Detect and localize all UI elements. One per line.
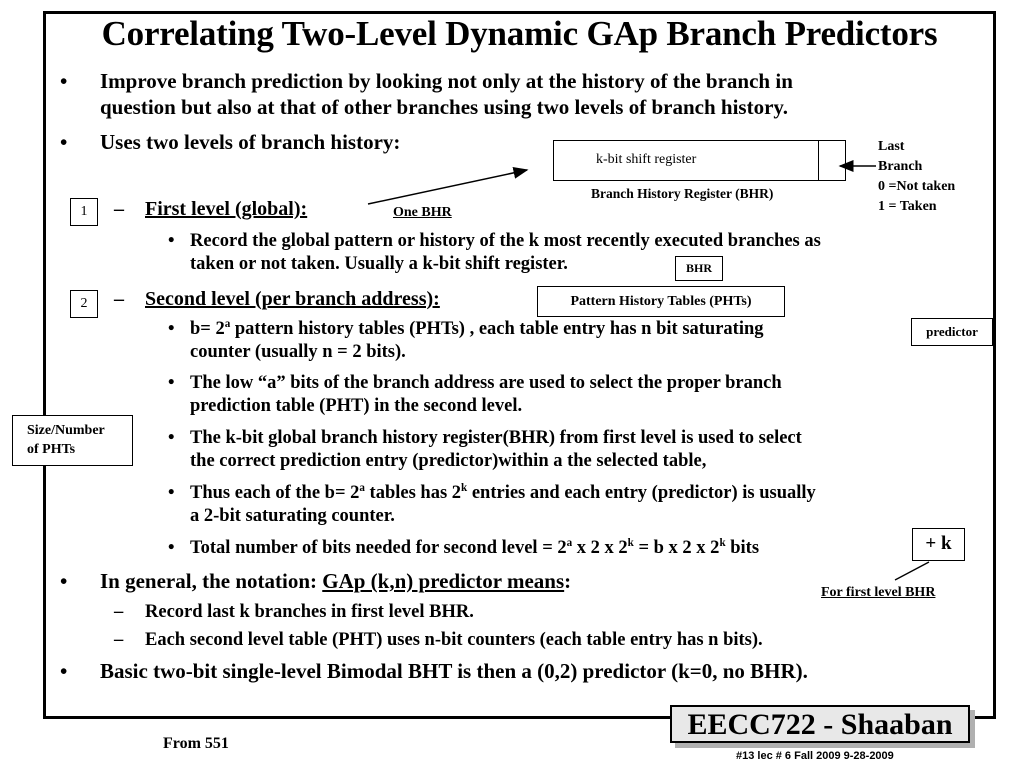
for-first-level-label: For first level BHR [821,585,936,600]
bullet-b-equals [168,317,764,364]
bullet-dot: • [168,428,175,448]
dash-marker: – [114,198,124,220]
bullet-improve-line1: Improve branch prediction by looking not only at the history of the branch in [100,69,793,93]
b-equals-sup: a [224,317,231,330]
total-pre: Total number of bits needed for second level = 2 [190,538,567,558]
dash-record-last [114,600,474,624]
b-equals-pre: b= 2 [190,319,225,339]
pht-label-box: Pattern History Tables (PHTs) [537,286,785,317]
general-underlined: GAp (k,n) predictor means [322,569,565,593]
size-number-line1: Size/Number [27,423,105,438]
total-line [190,537,759,560]
one-bhr-label: One BHR [393,205,452,220]
record-line2: taken or not taken. Usually a k-bit shift register. [190,254,568,274]
first-level-arrow [368,170,527,204]
slide-title: Correlating Two-Level Dynamic GAp Branch Predictors [101,14,938,53]
second-level-heading [114,287,440,311]
bullet-dot: • [168,373,175,393]
thus-line1 [190,482,816,505]
bullet-dot: • [60,659,68,683]
thus-line2: a 2-bit saturating counter. [190,506,395,526]
size-number-line2: of PHTs [27,442,76,457]
first-level-heading [114,197,308,221]
course-badge [670,705,970,743]
bullet-record-global [168,230,821,276]
thus-sup2: k [461,481,468,494]
b-equals-post: pattern history tables (PHTs) , each table entry has n bit saturating [230,319,764,339]
thus-post: entries and each entry (predictor) is usually [467,483,816,503]
shift-register-label: k-bit shift register [596,152,697,167]
dash-marker: – [114,602,124,622]
total-post: bits [725,538,760,558]
thus-sup1: a [359,481,365,494]
bullet-dot: • [60,569,68,593]
record-last-text: Record last k branches in first level BHR. [145,602,474,622]
bullet-dot: • [60,69,68,93]
bhr-tag-box: BHR [675,256,723,281]
dash-marker: – [114,630,124,650]
second-level-text: Second level (per branch address): [145,288,440,310]
first-level-text: First level (global): [145,198,308,220]
b-equals-line1 [190,318,764,341]
course-badge-text: EECC722 - Shaaban [687,708,953,741]
size-number-box [12,415,133,466]
last-branch-line2: Branch [878,159,923,174]
bullet-improve-line2: question but also at that of other branches using two levels of branch history. [100,95,788,119]
bullet-kbit [168,427,802,473]
footer-meta: #13 lec # 6 Fall 2009 9-28-2009 [736,750,894,762]
footer-from: From 551 [163,735,229,752]
kbit-line1: The k-bit global branch history register(BHR) from first level is used to select [190,428,802,448]
number-box-2: 2 [70,290,98,318]
dash-marker: – [114,288,124,310]
plus-k-box: + k [912,528,965,561]
dash-each-second [114,628,763,652]
bullet-total [168,536,760,560]
record-line1: Record the global pattern or history of the k most recently executed branches as [190,231,821,251]
low-a-line2: prediction table (PHT) in the second level. [190,396,523,416]
bullet-uses-text: Uses two levels of branch history: [100,130,401,154]
not-taken-line: 0 =Not taken [878,179,956,194]
bullet-dot: • [168,538,175,558]
bullet-dot: • [168,483,175,503]
total-sup3: k [719,536,726,549]
bullet-basic [60,658,808,684]
bullet-dot: • [168,231,175,251]
bhr-caption: Branch History Register (BHR) [591,186,774,201]
bullet-thus [168,481,816,528]
thus-mid: tables has 2 [364,483,462,503]
bullet-low-a [168,372,782,418]
general-post: : [564,569,572,593]
basic-text: Basic two-bit single-level Bimodal BHT is then a (0,2) predictor (k=0, no BHR). [100,659,808,683]
bullet-dot: • [168,319,175,339]
last-branch-line1: Last [878,139,905,154]
taken-line: 1 = Taken [878,199,937,214]
bullet-dot: • [60,130,68,154]
general-pre: In general, the notation: [100,569,323,593]
predictor-box: predictor [911,318,993,346]
low-a-line1: The low “a” bits of the branch address are used to select the proper branch [190,373,782,393]
thus-pre: Thus each of the b= 2 [190,483,360,503]
number-box-1: 1 [70,198,98,226]
for-first-level-line [895,562,929,580]
total-sup2: k [627,536,634,549]
b-equals-line2: counter (usually n = 2 bits). [190,342,406,362]
total-mid1: x 2 x 2 [572,538,628,558]
total-sup1: a [566,536,573,549]
kbit-line2: the correct prediction entry (predictor)within a the selected table, [190,451,707,471]
total-mid2: = b x 2 x 2 [633,538,720,558]
bullet-general [60,568,572,594]
each-second-text: Each second level table (PHT) uses n-bit counters (each table entry has n bits). [145,630,763,650]
